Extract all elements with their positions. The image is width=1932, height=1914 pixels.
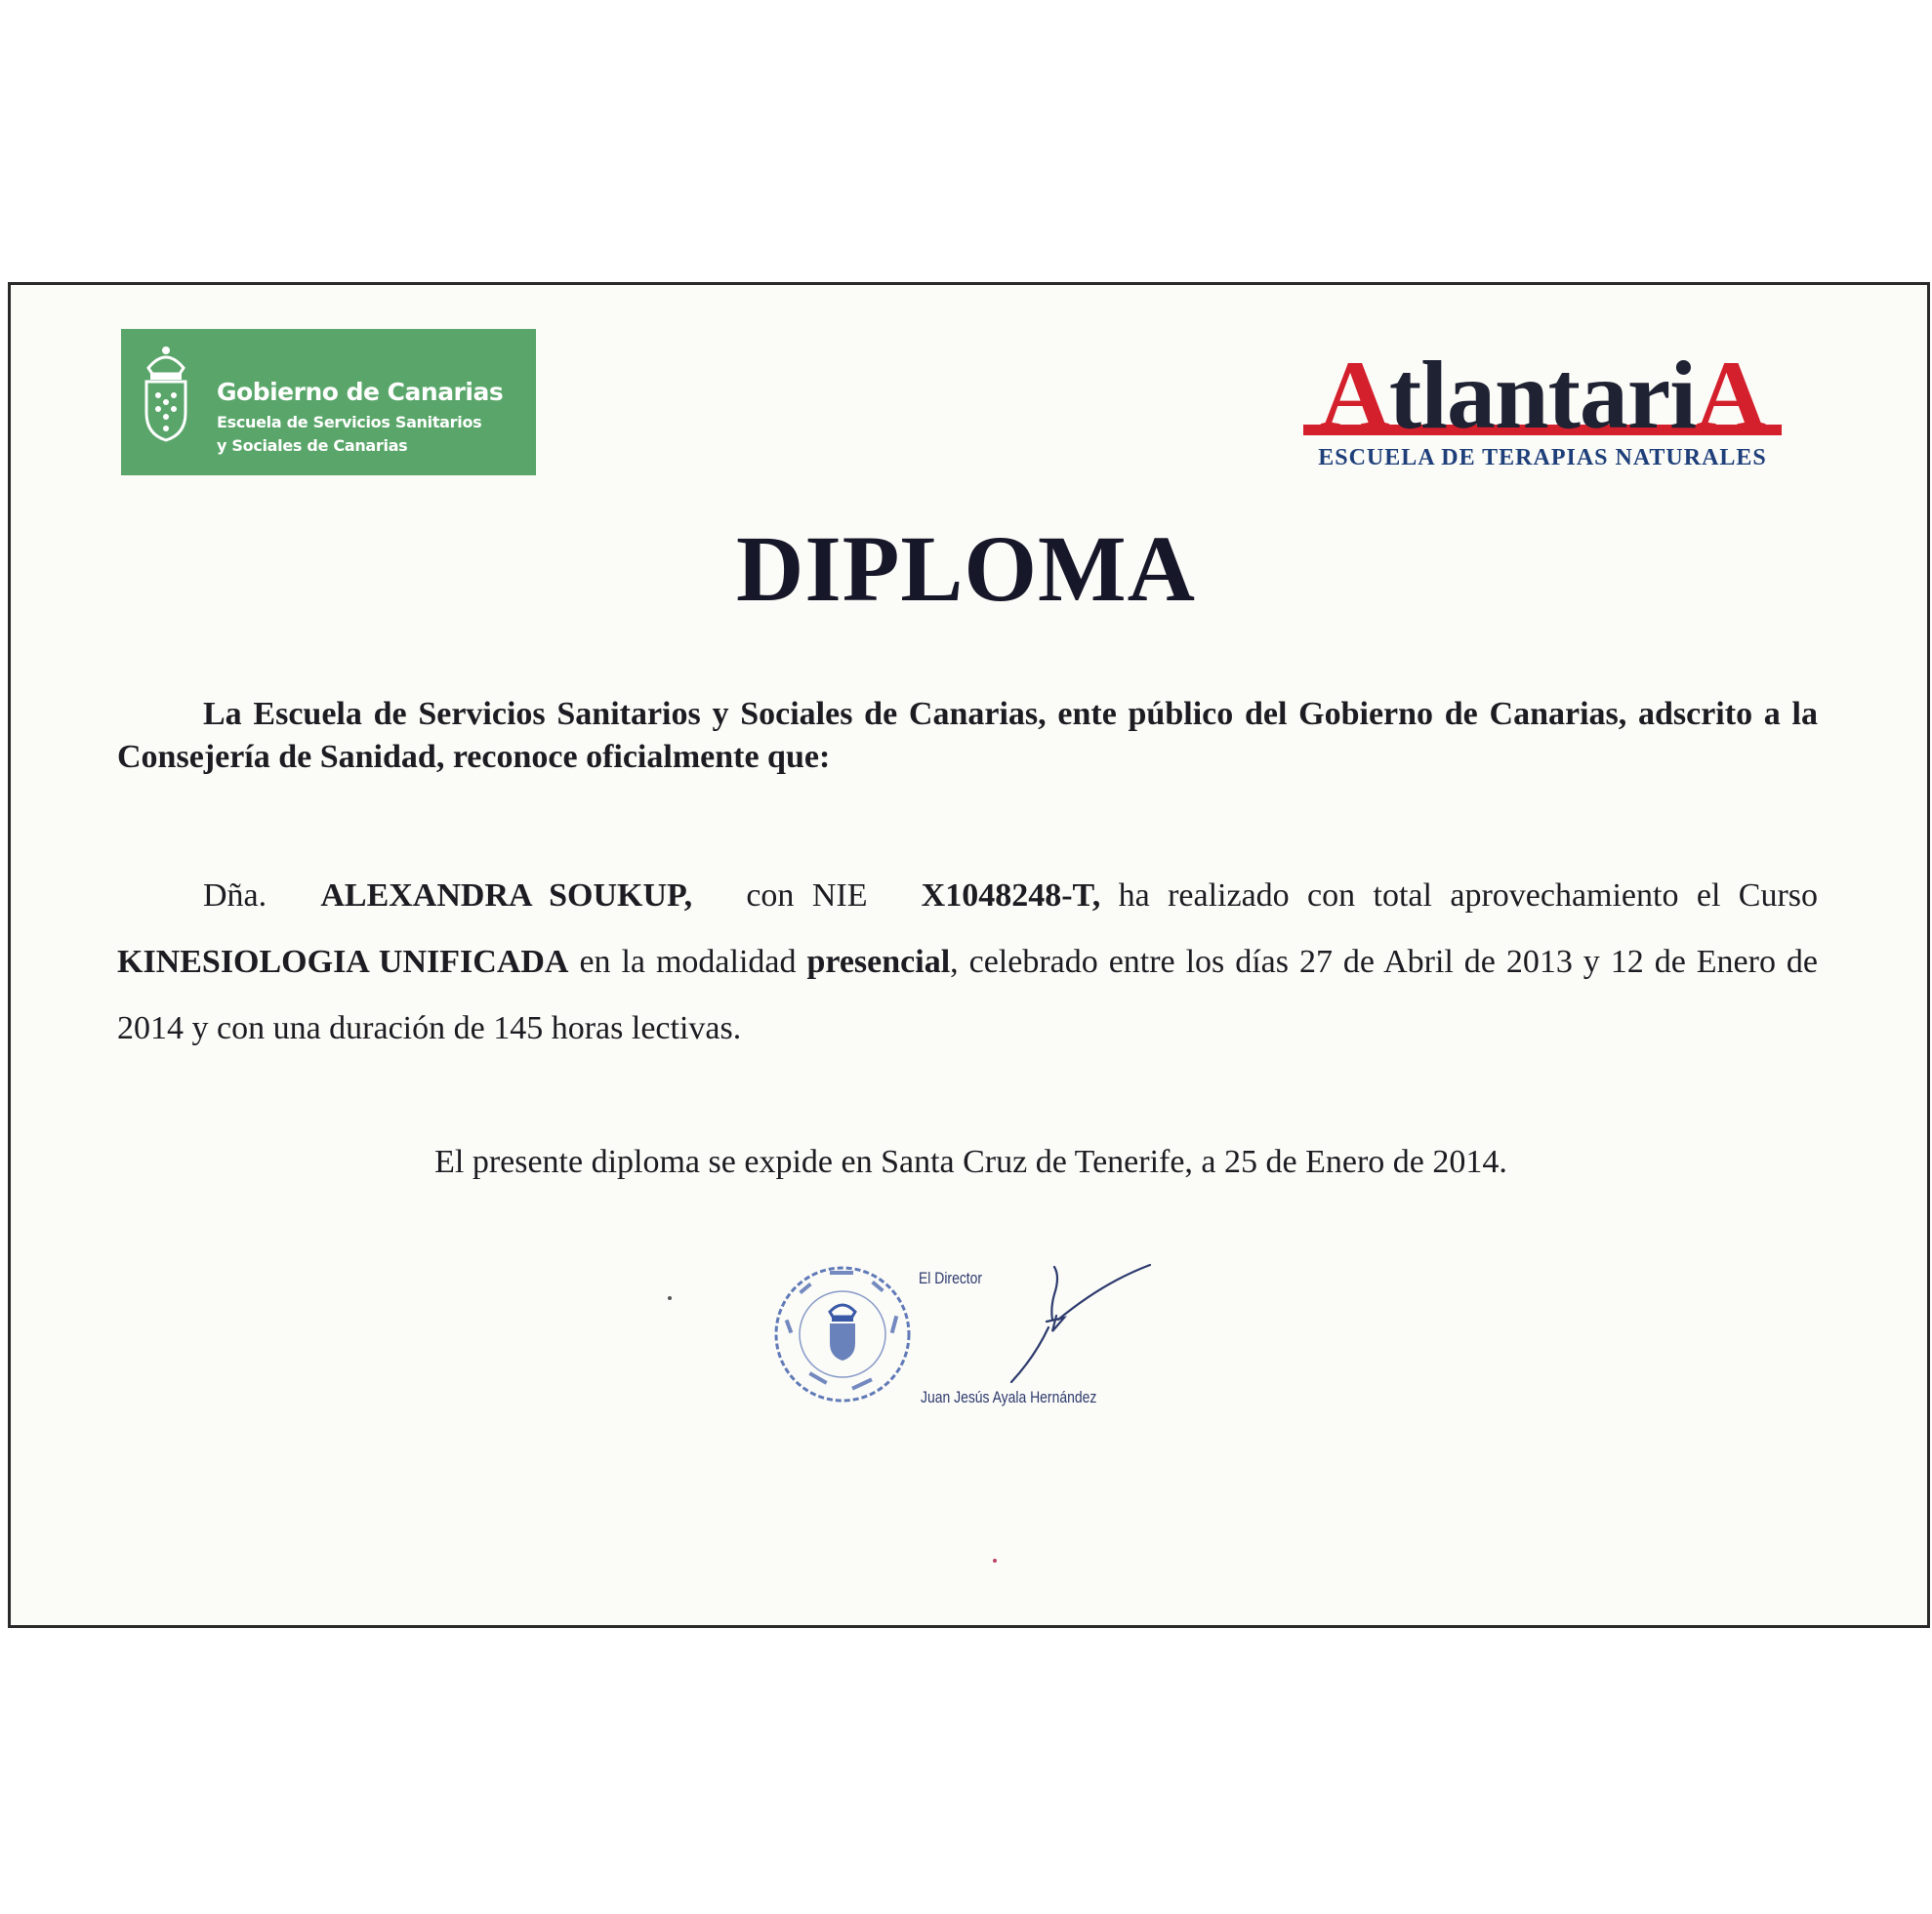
text-after-id: ha realizado con total aprovechamiento el Curso: [1100, 877, 1819, 914]
logo-tagline: ESCUELA DE TERAPIAS NATURALES: [1318, 445, 1767, 470]
text-mode: en la modalidad: [568, 944, 807, 980]
course-name: KINESIOLOGIA UNIFICADA: [117, 944, 569, 980]
intro-text: La Escuela de Servicios Sanitarios y Sociales de Canarias, ente público del Gobierno de Canarias, adscrito a la Consejería de Sanidad, reconoce oficialmente que:: [117, 696, 1818, 775]
scan-speck: [993, 1559, 997, 1563]
recipient-paragraph: [117, 863, 1818, 1062]
scan-speck: [668, 1296, 672, 1300]
honorific: Dña.: [203, 877, 267, 914]
director-title: El Director: [919, 1269, 983, 1287]
recipient-name: ALEXANDRA SOUKUP,: [320, 877, 693, 914]
text-dates: , celebrado entre los días 27 de Abril de 2013 y 12 de Enero de 2014 y con una duración de 145 horas lectivas.: [117, 944, 1818, 1046]
logo-title: Gobierno de Canarias: [217, 378, 504, 406]
course-mode: presencial: [806, 944, 951, 980]
document-title: DIPLOMA: [736, 516, 1196, 621]
issue-statement: El presente diploma se expide en Santa Cruz de Tenerife, a 25 de Enero de 2014.: [434, 1144, 1507, 1180]
coat-of-arms-icon: [137, 341, 195, 448]
logo-subtitle-line2: y Sociales de Canarias: [217, 436, 408, 455]
id-number: X1048248-T,: [921, 877, 1101, 914]
director-name: Juan Jesús Ayala Hernández: [921, 1388, 1097, 1406]
official-seal-stamp: [769, 1261, 916, 1407]
atlantaria-logo: [1303, 341, 1782, 479]
intro-paragraph: [117, 693, 1818, 779]
logo-subtitle-line1: Escuela de Servicios Sanitarios: [217, 413, 482, 431]
logo-letter-first: A: [1319, 341, 1389, 449]
logo-letter-last: A: [1696, 341, 1766, 449]
id-prefix: con NIE: [746, 877, 868, 914]
logo-letters-middle: tlantari: [1388, 341, 1697, 449]
logo-wordmark: [1303, 341, 1782, 449]
director-signature: [996, 1259, 1172, 1386]
gobierno-de-canarias-logo: [121, 329, 536, 475]
